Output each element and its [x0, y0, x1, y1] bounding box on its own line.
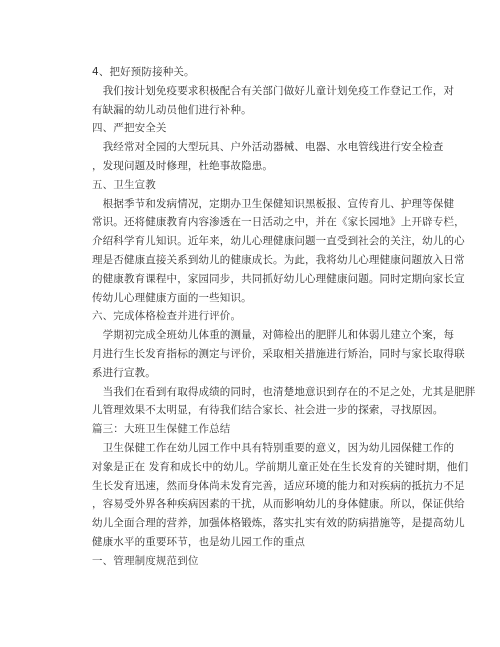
paragraph-line: 系进行宣教。 — [92, 366, 156, 379]
paragraph-line: 我经常对全园的大型玩具、户外活动器械、电器、水电管线进行安全检查 — [92, 141, 444, 154]
paragraph-line: 根据季节和发病情况，定期办卫生保健知识黑板报、宣传育儿、护理等保健 — [92, 197, 455, 210]
paragraph-line: 我们按计划免疫要求积极配合有关部门做好儿童计划免疫工作登记工作，对 — [92, 84, 455, 97]
section-heading: 篇三：大班卫生保健工作总结 — [92, 423, 231, 436]
paragraph-line: 生长发育迅速，然而身体尚未发育完善，适应环境的能力和对疾病的抵抗力不足 — [92, 479, 465, 492]
paragraph-line: 有缺漏的幼儿动员他们进行补种。 — [92, 103, 252, 116]
paragraph-line: 传幼儿心理健康方面的一些知识。 — [92, 291, 252, 304]
paragraph-line: 月进行生长发育指标的测定与评价，采取相关措施进行矫治，同时与家长取得联 — [92, 347, 465, 360]
paragraph-line: 的健康教育课程中，家园同步，共同抓好幼儿心理健康问题。同时定期向家长宣 — [92, 272, 465, 285]
paragraph-line: 卫生保健工作在幼儿园工作中具有特别重要的意义，因为幼儿园保健工作的 — [92, 441, 455, 454]
paragraph-line: ，发现问题及时修理，杜绝事故隐患。 — [92, 159, 274, 172]
paragraph-line: 对象是正在 发育和成长中的幼儿。学前期儿童正处在生长发育的关键时期，他们 — [92, 460, 469, 473]
section-heading: 4、把好预防接种关。 — [92, 66, 195, 78]
paragraph-line: 学期初完成全班幼儿体重的测量，对筛检出的肥胖儿和体弱儿建立个案，每 — [92, 329, 455, 342]
paragraph-line: 常识。还将健康教育内容渗透在一日活动之中，并在《家长园地》上开辟专栏， — [92, 216, 465, 229]
paragraph-line: 当我们在看到有取得成绩的同时，也清楚地意识到存在的不足之处，尤其是肥胖 — [92, 385, 476, 398]
section-heading: 一、管理制度规范到位 — [92, 554, 199, 567]
section-heading: 五、卫生宣教 — [92, 178, 156, 191]
paragraph-line: 儿管理效果不太明显，有待我们结合家长、社会进一步的探索，寻找原因。 — [92, 404, 444, 417]
paragraph-line: 理是否健康直接关系到幼儿的健康成长。为此，我将幼儿心理健康问题放入日常 — [92, 253, 465, 266]
paragraph-line: 幼儿全面合理的营养，加强体格锻炼，落实扎实有效的防病措施等，是提高幼儿 — [92, 517, 465, 530]
paragraph-line: 健康水平的重要环节，也是幼儿园工作的重点 — [92, 535, 305, 548]
document-body — [92, 63, 476, 571]
section-heading: 四、严把安全关 — [92, 122, 167, 135]
paragraph-line: 介绍科学育儿知识。近年来，幼儿心理健康问题一直受到社会的关注，幼儿的心 — [92, 235, 465, 248]
paragraph-line: ，容易受外界各种疾病因素的干扰，从而影响幼儿的身体健康。所以，保证供给 — [92, 498, 465, 511]
section-heading: 六、完成体格检查并进行评价。 — [92, 310, 242, 323]
